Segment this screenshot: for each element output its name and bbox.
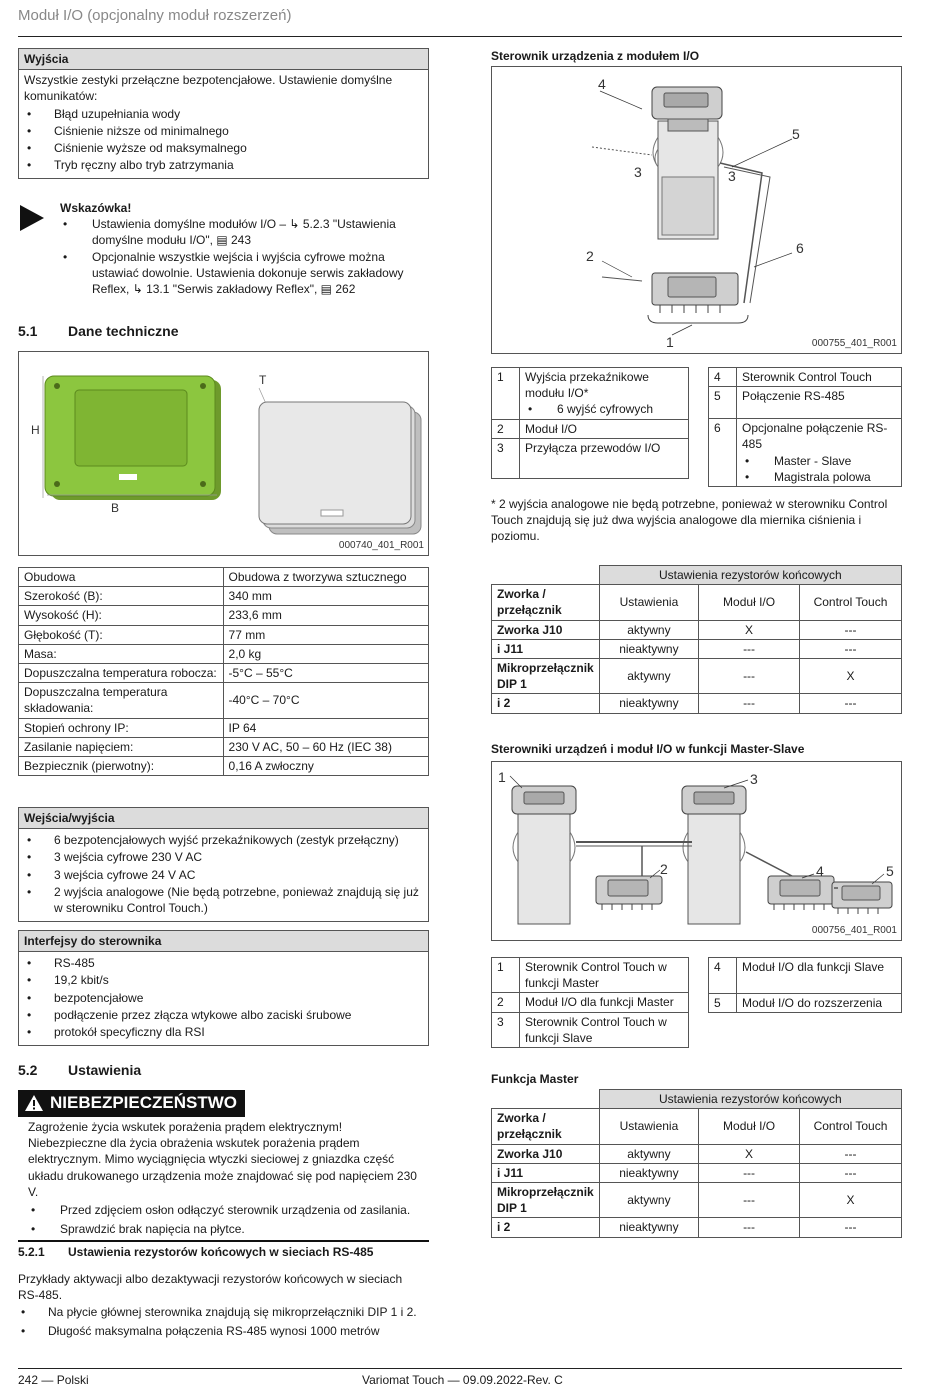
section521-text: Przykłady aktywacji albo dezaktywacji rezystorów końcowych w sieciach RS-485.: [18, 1272, 403, 1303]
figure-title: Sterowniki urządzeń i moduł I/O w funkcji Master-Slave: [491, 742, 805, 756]
column-header: Moduł I/O: [699, 1109, 800, 1144]
table-cell: ---: [699, 694, 800, 713]
controller-io-figure: [491, 66, 902, 354]
table-row: [492, 1218, 902, 1237]
spec-value: -40°C – 70°C: [223, 683, 428, 718]
table-cell: nieaktywny: [599, 1218, 698, 1237]
section521-list: [18, 1304, 429, 1339]
callout-4: 4: [598, 76, 606, 92]
subsection-heading: [18, 1244, 373, 1260]
list-item: • Przed zdjęciem osłon odłączyć sterownik urządzenia od zasilania.: [28, 1202, 429, 1218]
table-cell: ---: [699, 1182, 800, 1217]
callout-6: 6: [796, 240, 804, 256]
table-header: Ustawienia rezystorów końcowych: [599, 566, 901, 585]
table-row: [19, 568, 429, 587]
spec-value: 230 V AC, 50 – 60 Hz (IEC 38): [223, 737, 428, 756]
danger-text: Niebezpieczne dla życia obrażenia wskutek porażenia prądem elektrycznym. Mimo wyciągnięcia wtyczki sieciowej z gniazdka część układu drukowanego urządzenia może znajdować się pod napięciem 230 V.: [28, 1136, 417, 1199]
callout-3: 3: [728, 168, 736, 184]
legend-sub: • Magistrala polowa: [742, 469, 896, 485]
table-cell: aktywny: [599, 620, 698, 639]
table-cell: ---: [800, 1144, 902, 1163]
table-cell: X: [699, 1144, 800, 1163]
io-box: [18, 807, 429, 922]
section-title: Ustawienia rezystorów końcowych w sieciach RS-485: [68, 1245, 374, 1259]
legend-num: 5: [709, 994, 737, 1013]
section-title: Ustawienia: [68, 1062, 142, 1078]
callout-2: 2: [660, 861, 668, 877]
table-row: [492, 1090, 902, 1109]
callout-2: 2: [586, 248, 594, 264]
row-label: i 2: [492, 1218, 600, 1237]
spec-label: Wysokość (H):: [19, 606, 224, 625]
list-item: • protokół specyficzny dla RSI: [24, 1024, 423, 1040]
list-item: [60, 249, 430, 298]
danger-line1: Zagrożenie życia wskutek porażenia prądem elektrycznym!: [28, 1119, 343, 1134]
interfaces-title: Interfejsy do sterownika: [19, 931, 428, 952]
hint-text: Opcjonalnie wszystkie wejścia i wyjścia cyfrowe można ustawiać dowolnie. Ustawienia dokonuje serwis zakładowy Reflex,: [92, 249, 404, 296]
list-item: • 3 wejścia cyfrowe 230 V AC: [24, 849, 423, 865]
table-row: [492, 620, 902, 639]
list-item: • 19,2 kbit/s: [24, 972, 423, 988]
callout-3: 3: [634, 164, 642, 180]
footer-divider: [18, 1368, 902, 1369]
io-module-drawing: [19, 352, 428, 555]
table-cell: nieaktywny: [599, 639, 698, 658]
outputs-intro: Wszystkie zestyki przełączne bezpotencjałowe. Ustawienie domyślne komunikatów:: [24, 73, 393, 104]
column-header: Control Touch: [800, 585, 902, 620]
master-slave-figure: [491, 761, 902, 941]
spec-label: Stopień ochrony IP:: [19, 718, 224, 737]
table-row: [19, 737, 429, 756]
table-cell: ---: [699, 639, 800, 658]
hint-link[interactable]: 5.2.3 "Ustawienia domyślne modułu I/O",: [92, 217, 396, 248]
table-title: Funkcja Master: [491, 1072, 579, 1086]
list-item: • Ciśnienie niższe od minimalnego: [24, 123, 423, 139]
list-item: • Tryb ręczny albo tryb zatrzymania: [24, 157, 423, 173]
spec-label: Szerokość (B):: [19, 587, 224, 606]
interfaces-list: [24, 955, 423, 1040]
danger-tag-label: NIEBEZPIECZEŃSTWO: [50, 1093, 238, 1112]
column-header: Ustawienia: [599, 585, 698, 620]
table-row: [19, 663, 429, 682]
io-module-figure: [18, 351, 429, 556]
dim-label-b: B: [111, 501, 120, 515]
table-cell: ---: [800, 1163, 902, 1182]
table-row: [492, 566, 902, 585]
section-number: 5.1: [18, 323, 38, 339]
row-label: i 2: [492, 694, 600, 713]
hint-page[interactable]: 262: [335, 281, 356, 296]
spec-value: 340 mm: [223, 587, 428, 606]
table-row: [492, 639, 902, 658]
outputs-title: Wyjścia: [19, 49, 428, 70]
row-label: i J11: [492, 639, 600, 658]
row-label: Mikroprzełącznik DIP 1: [492, 658, 600, 693]
list-item: • bezpotencjałowe: [24, 990, 423, 1006]
spec-value: -5°C – 55°C: [223, 663, 428, 682]
legend-num: 6: [709, 419, 737, 487]
legend-sub: • 6 wyjść cyfrowych: [525, 401, 683, 417]
section-heading: [18, 322, 178, 341]
danger-tag: [18, 1090, 245, 1117]
table-row: [492, 993, 689, 1012]
legend-num: 1: [492, 958, 520, 993]
link-arrow-icon: ↳: [289, 217, 303, 232]
legend-text: Moduł I/O dla funkcji Slave: [737, 958, 902, 994]
table-row: [709, 994, 902, 1013]
legend-text: Przyłącza przewodów I/O: [520, 438, 689, 478]
table-row: [492, 438, 689, 478]
legend-text: Sterownik Control Touch: [737, 368, 902, 387]
table-row: [19, 718, 429, 737]
hint-text: Ustawienia domyślne modułów I/O –: [92, 217, 290, 232]
header-divider: [18, 36, 902, 37]
dim-label-h: H: [31, 423, 40, 437]
callout-1: 1: [666, 334, 674, 350]
spec-value: 0,16 A zwłoczny: [223, 756, 428, 775]
table-row: [19, 625, 429, 644]
io-list: [24, 832, 423, 916]
legend-table: [708, 367, 902, 487]
list-item: • 6 bezpotencjałowych wyjść przekaźnikowych (zestyk przełączny): [24, 832, 423, 848]
table-row: [492, 419, 689, 438]
legend-table: [491, 367, 689, 479]
callout-5: 5: [792, 126, 800, 142]
legend-text: Moduł I/O do rozszerzenia: [737, 994, 902, 1013]
warning-icon: [24, 1094, 44, 1112]
legend-note: * 2 wyjścia analogowe nie będą potrzebne, ponieważ w sterowniku Control Touch znajdują się już dwa wyjścia analogowe dla miernika ciśnienia i poziomu.: [491, 497, 888, 544]
table-cell: nieaktywny: [599, 1163, 698, 1182]
outputs-box: [18, 48, 429, 179]
column-header: Zworka / przełącznik: [492, 1109, 600, 1144]
spec-label: Dopuszczalna temperatura składowania:: [19, 683, 224, 718]
table-row: [492, 1012, 689, 1047]
link-arrow-icon: ↳: [132, 281, 147, 296]
row-label: i J11: [492, 1163, 600, 1182]
table-row: [492, 585, 902, 620]
spec-value: 2,0 kg: [223, 644, 428, 663]
interfaces-box: [18, 930, 429, 1046]
legend-text: Wyjścia przekaźnikowe modułu I/O*: [525, 370, 649, 401]
table-row: [492, 1182, 902, 1217]
spec-label: Dopuszczalna temperatura robocza:: [19, 663, 224, 682]
legend-text: Moduł I/O: [520, 419, 689, 438]
spec-label: Masa:: [19, 644, 224, 663]
legend-sub: • Master - Slave: [742, 453, 896, 469]
callout-4: 4: [816, 863, 824, 879]
list-item: [60, 216, 430, 248]
table-cell: ---: [699, 1218, 800, 1237]
hint-block: [60, 200, 430, 297]
figure-caption: 000740_401_R001: [338, 539, 424, 551]
list-item: • Długość maksymalna połączenia RS-485 wynosi 1000 metrów: [18, 1323, 429, 1339]
figure-caption: 000755_401_R001: [811, 337, 897, 349]
list-item: • RS-485: [24, 955, 423, 971]
section-title: Dane techniczne: [68, 323, 179, 339]
master-slave-drawing: [492, 762, 901, 940]
column-header: Control Touch: [800, 1109, 902, 1144]
table-row: [19, 606, 429, 625]
spec-label: Obudowa: [19, 568, 224, 587]
danger-notice: [18, 1090, 429, 1242]
footer-page: 242 — Polski: [18, 1373, 89, 1387]
table-cell: X: [800, 658, 902, 693]
table-row: [492, 1163, 902, 1182]
section-number: 5.2.1: [18, 1245, 45, 1259]
list-item: • 3 wejścia cyfrowe 24 V AC: [24, 867, 423, 883]
legend-text: Opcjonalne połączenie RS-485: [742, 421, 888, 452]
spec-value: 77 mm: [223, 625, 428, 644]
list-item: • Błąd uzupełniania wody: [24, 106, 423, 122]
table-cell: ---: [699, 1163, 800, 1182]
spec-value: 233,6 mm: [223, 606, 428, 625]
table-row: [709, 958, 902, 994]
table-cell: ---: [800, 694, 902, 713]
legend-num: 5: [709, 387, 737, 419]
spec-label: Głębokość (T):: [19, 625, 224, 644]
table-cell: aktywny: [599, 1144, 698, 1163]
section-heading: [18, 1061, 141, 1080]
table-row: [492, 658, 902, 693]
page-icon: ▤: [216, 233, 231, 248]
table-row: [492, 1109, 902, 1144]
list-item: • podłączenie przez złącza wtykowe albo zaciski śrubowe: [24, 1007, 423, 1023]
table-row: [19, 683, 429, 718]
legend-num: 3: [492, 1012, 520, 1047]
table-row: [492, 1144, 902, 1163]
master-resistor-table: [491, 1089, 902, 1238]
list-item: • 2 wyjścia analogowe (Nie będą potrzebne, ponieważ znajdują się już w sterowniku Control Touch.): [24, 884, 423, 916]
spec-value: Obudowa z tworzywa sztucznego: [223, 568, 428, 587]
legend-text: Moduł I/O dla funkcji Master: [520, 993, 689, 1012]
spec-label: Bezpiecznik (pierwotny):: [19, 756, 224, 775]
spec-label: Zasilanie napięciem:: [19, 737, 224, 756]
list-item: • Na płycie głównej sterownika znajdują się mikroprzełączniki DIP 1 i 2.: [18, 1304, 429, 1320]
table-header: Ustawienia rezystorów końcowych: [599, 1090, 901, 1109]
table-row: [492, 694, 902, 713]
table-row: [19, 756, 429, 775]
legend-num: 4: [709, 958, 737, 994]
io-title: Wejścia/wyjścia: [19, 808, 428, 829]
legend-num: 2: [492, 419, 520, 438]
column-header: Moduł I/O: [699, 585, 800, 620]
hint-page[interactable]: 243: [230, 233, 252, 248]
outputs-list: [24, 106, 423, 174]
hint-title: Wskazówka!: [60, 201, 132, 215]
list-item: • Ciśnienie wyższe od maksymalnego: [24, 140, 423, 156]
row-label: Zworka J10: [492, 620, 600, 639]
table-row: [19, 644, 429, 663]
figure-title: Sterownik urządzenia z modułem I/O: [491, 49, 700, 63]
table-cell: ---: [800, 639, 902, 658]
table-row: [492, 368, 689, 420]
figure-caption: 000756_401_R001: [811, 924, 897, 936]
section-number: 5.2: [18, 1062, 38, 1078]
table-row: [492, 958, 689, 993]
dim-label-t: T: [259, 373, 267, 387]
column-header: Zworka / przełącznik: [492, 585, 600, 620]
spec-value: IP 64: [223, 718, 428, 737]
row-label: Mikroprzełącznik DIP 1: [492, 1182, 600, 1217]
table-cell: aktywny: [599, 658, 698, 693]
legend-text: Sterownik Control Touch w funkcji Slave: [520, 1012, 689, 1047]
legend-num: 1: [492, 368, 520, 420]
hint-link[interactable]: 13.1 "Serwis zakładowy Reflex",: [146, 281, 321, 296]
legend-table: [708, 957, 902, 1013]
callout-1: 1: [498, 769, 506, 785]
specs-table: [18, 567, 429, 776]
table-row: [709, 419, 902, 487]
column-header: Ustawienia: [599, 1109, 698, 1144]
table-cell: X: [800, 1182, 902, 1217]
table-cell: ---: [800, 620, 902, 639]
legend-text: Sterownik Control Touch w funkcji Master: [520, 958, 689, 993]
list-item: • Sprawdzić brak napięcia na płytce.: [28, 1221, 429, 1237]
resistor-table: [491, 565, 902, 714]
row-label: Zworka J10: [492, 1144, 600, 1163]
legend-table: [491, 957, 689, 1048]
table-row: [709, 368, 902, 387]
page-header-title: Moduł I/O (opcjonalny moduł rozszerzeń): [18, 7, 292, 24]
hint-arrow-icon: [18, 204, 46, 236]
table-row: [19, 587, 429, 606]
page-icon: ▤: [320, 281, 336, 296]
callout-3: 3: [750, 771, 758, 787]
table-row: [709, 387, 902, 419]
legend-num: 3: [492, 438, 520, 478]
legend-text: Połączenie RS-485: [737, 387, 902, 419]
table-cell: nieaktywny: [599, 694, 698, 713]
legend-num: 2: [492, 993, 520, 1012]
table-cell: ---: [800, 1218, 902, 1237]
controller-io-drawing: [492, 67, 901, 353]
table-cell: ---: [699, 658, 800, 693]
danger-rule: [18, 1240, 429, 1242]
callout-5: 5: [886, 863, 894, 879]
table-cell: X: [699, 620, 800, 639]
legend-num: 4: [709, 368, 737, 387]
footer-doc: Variomat Touch — 09.09.2022-Rev. C: [362, 1373, 563, 1387]
table-cell: aktywny: [599, 1182, 698, 1217]
